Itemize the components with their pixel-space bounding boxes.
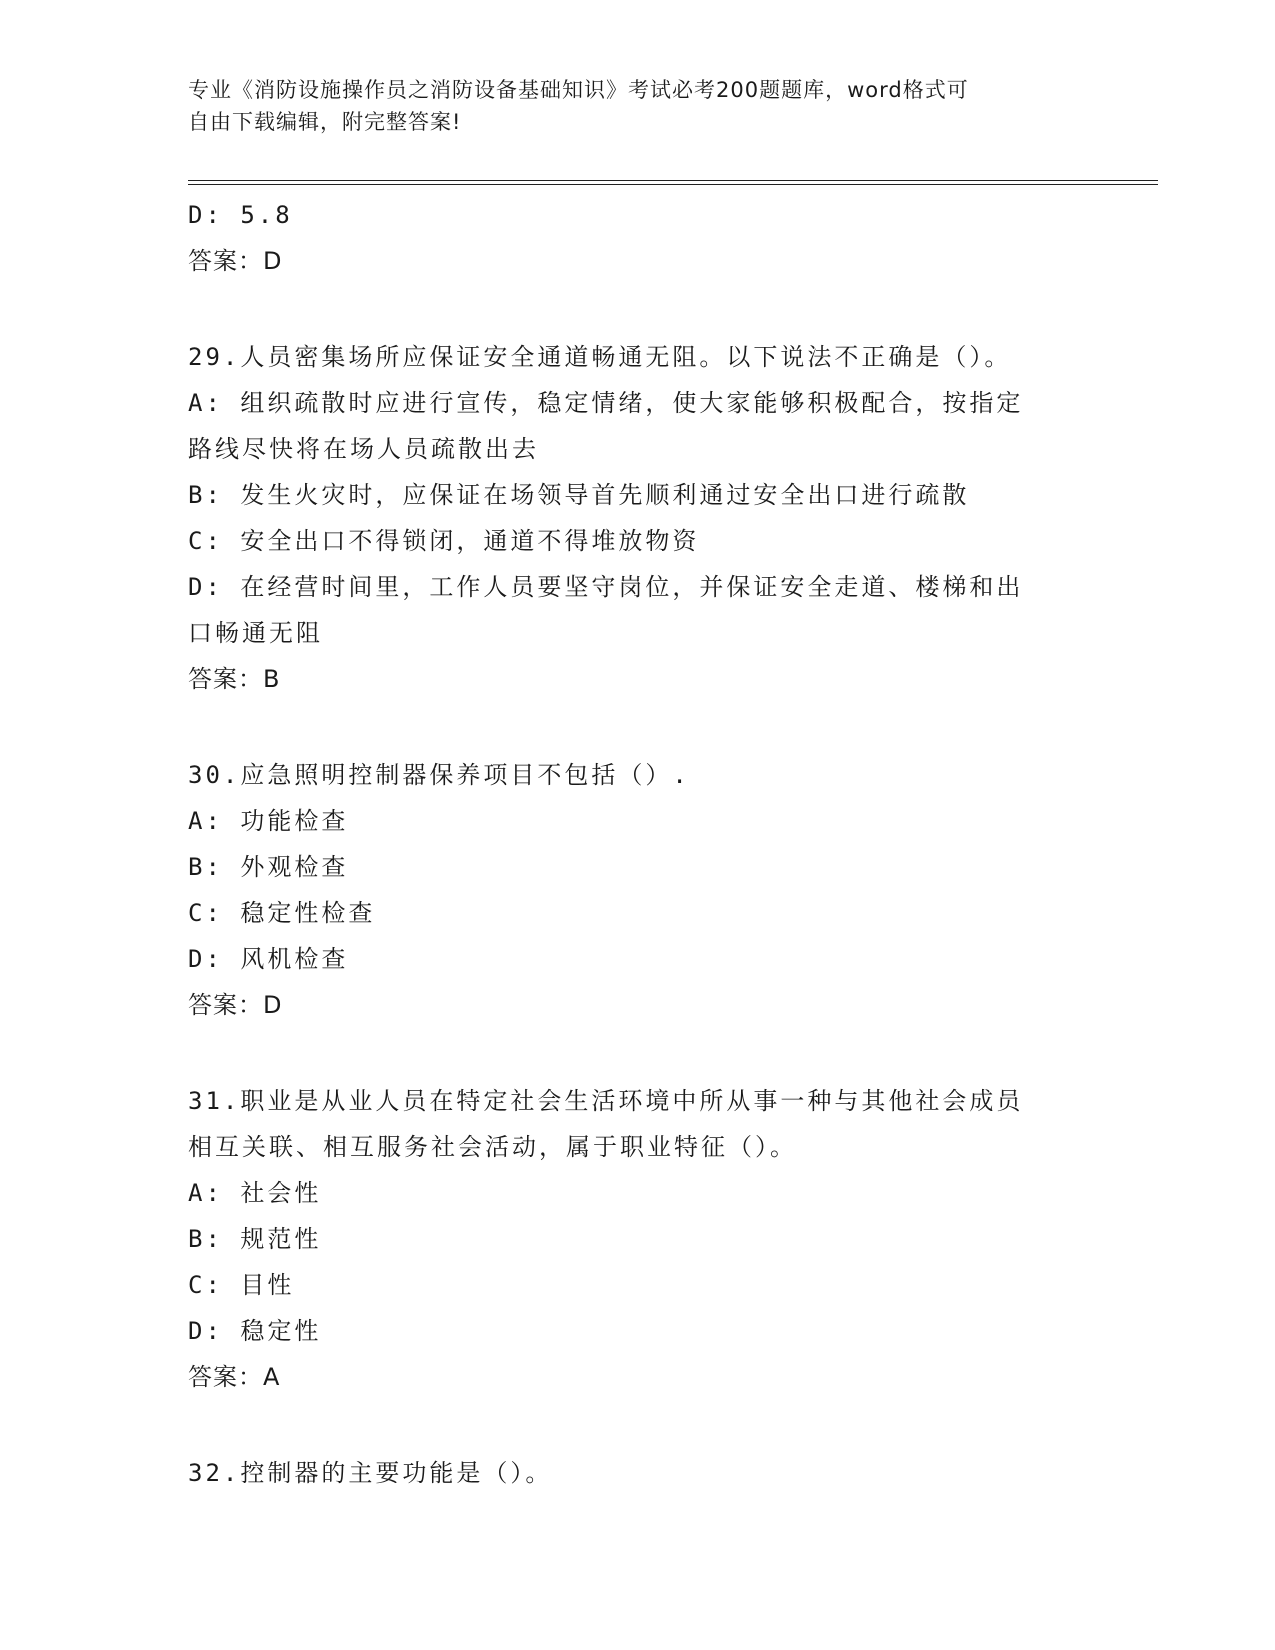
prev-question-answer: 答案：D bbox=[188, 247, 283, 275]
prev-question-option-d: D: 5.8 bbox=[188, 201, 293, 229]
header-title-line-2: 自由下载编辑，附完整答案! bbox=[188, 110, 462, 134]
question-29-option-b: B: 发生火灾时，应保证在场领导首先顺利通过安全出口进行疏散 bbox=[188, 481, 970, 509]
question-list bbox=[188, 192, 1088, 1496]
spacer bbox=[188, 1028, 1088, 1078]
question-29-option-c: C: 安全出口不得锁闭，通道不得堆放物资 bbox=[188, 527, 700, 555]
question-30-option-b: B: 外观检查 bbox=[188, 853, 349, 881]
question-30-option-c: C: 稳定性检查 bbox=[188, 899, 376, 927]
header-divider-top bbox=[188, 180, 1158, 181]
question-31-option-c: C: 目性 bbox=[188, 1271, 295, 1299]
question-29-option-d-cont: 口畅通无阻 bbox=[188, 619, 323, 647]
spacer bbox=[188, 284, 1088, 334]
question-30 bbox=[188, 752, 1088, 1028]
question-29 bbox=[188, 334, 1088, 702]
question-31-option-a: A: 社会性 bbox=[188, 1179, 322, 1207]
question-29-option-d: D: 在经营时间里，工作人员要坚守岗位，并保证安全走道、楼梯和出 bbox=[188, 573, 1024, 601]
document-header bbox=[188, 74, 1088, 138]
question-30-answer: 答案：D bbox=[188, 991, 283, 1019]
question-29-option-a: A: 组织疏散时应进行宣传，稳定情绪，使大家能够积极配合，按指定 bbox=[188, 389, 1024, 417]
question-32 bbox=[188, 1450, 1088, 1496]
question-31 bbox=[188, 1078, 1088, 1400]
question-30-option-d: D: 风机检查 bbox=[188, 945, 349, 973]
spacer bbox=[188, 702, 1088, 752]
spacer bbox=[188, 1400, 1088, 1450]
question-31-option-b: B: 规范性 bbox=[188, 1225, 322, 1253]
question-29-option-a-cont: 路线尽快将在场人员疏散出去 bbox=[188, 435, 539, 463]
header-divider-bottom bbox=[188, 184, 1158, 185]
question-31-answer: 答案：A bbox=[188, 1363, 281, 1391]
question-30-option-a: A: 功能检查 bbox=[188, 807, 349, 835]
question-31-stem: 31.职业是从业人员在特定社会生活环境中所从事一种与其他社会成员 bbox=[188, 1087, 1024, 1115]
question-31-option-d: D: 稳定性 bbox=[188, 1317, 322, 1345]
question-32-stem: 32.控制器的主要功能是（）。 bbox=[188, 1459, 553, 1487]
question-29-stem: 29.人员密集场所应保证安全通道畅通无阻。以下说法不正确是（）。 bbox=[188, 343, 1012, 371]
question-30-stem: 30.应急照明控制器保养项目不包括（）. bbox=[188, 761, 690, 789]
header-title-line-1: 专业《消防设施操作员之消防设备基础知识》考试必考200题题库，word格式可 bbox=[188, 78, 969, 102]
question-31-stem-cont: 相互关联、相互服务社会活动，属于职业特征（）。 bbox=[188, 1133, 797, 1161]
question-29-answer: 答案：B bbox=[188, 665, 281, 693]
